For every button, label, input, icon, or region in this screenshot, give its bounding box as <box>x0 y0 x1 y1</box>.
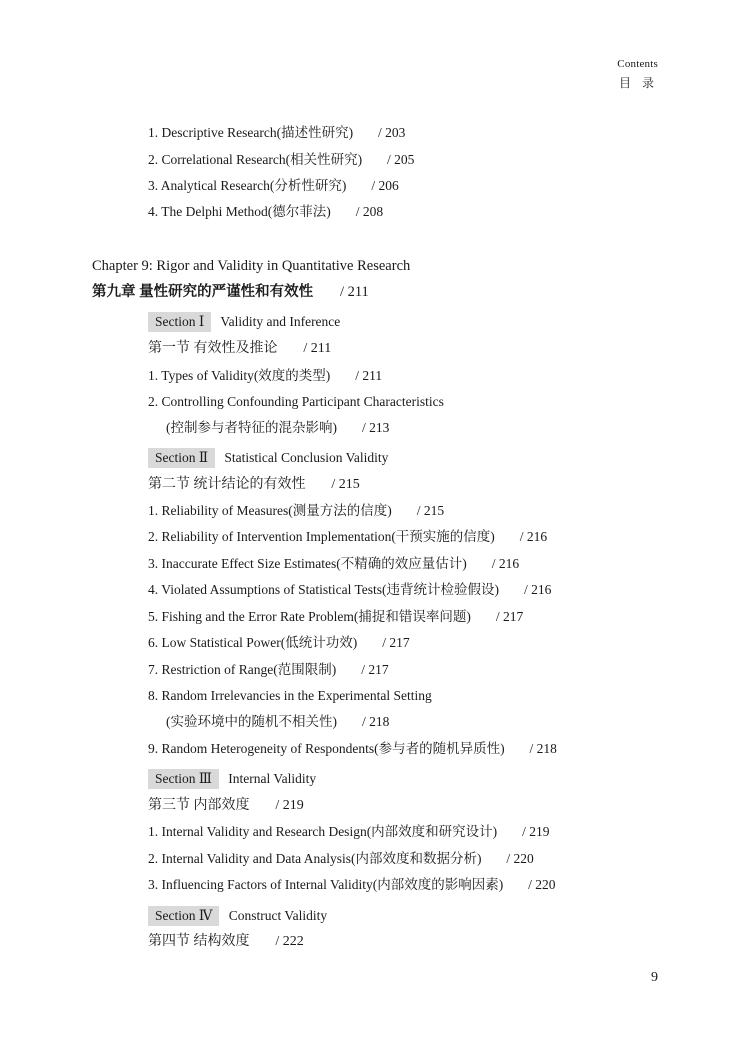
entry-page: / 217 <box>361 662 389 677</box>
entry-number: 1. <box>148 824 159 839</box>
entry-title: Analytical Research(分析性研究) <box>160 178 347 193</box>
entry-number: 3. <box>148 877 159 892</box>
entry-page: / 213 <box>361 420 390 435</box>
entry-page: / 217 <box>495 609 524 624</box>
entry-number: 1. <box>148 368 159 383</box>
entry-title: Inaccurate Effect Size Estimates(不精确的效应量估计) <box>161 556 467 571</box>
entry-page: / 203 <box>378 125 406 140</box>
section-title-en: Construct Validity <box>228 908 328 923</box>
toc-entry[interactable] <box>148 502 444 520</box>
section-title-en: Statistical Conclusion Validity <box>224 450 389 465</box>
entry-page: / 220 <box>506 851 534 866</box>
entry-page: / 218 <box>529 741 557 756</box>
section-title-en: Internal Validity <box>228 771 317 786</box>
entry-title: Random Irrelevancies in the Experimental Setting <box>161 688 432 703</box>
section-badge: Section Ⅱ <box>148 448 215 468</box>
toc-entry[interactable] <box>148 555 519 573</box>
entry-title: Reliability of Intervention Implementation(干预实施的信度) <box>161 529 495 544</box>
toc-entry[interactable] <box>148 876 556 894</box>
section-title-zh: 第一节 有效性及推论 <box>148 341 278 356</box>
entry-title: Fishing and the Error Rate Problem(捕捉和错误率问题) <box>161 609 471 624</box>
section-badge: Section Ⅰ <box>148 312 211 332</box>
entry-number: 7. <box>148 662 159 677</box>
toc-entry[interactable] <box>148 367 382 385</box>
entry-number: 8. <box>148 688 159 703</box>
section-title-en: Validity and Inference <box>220 314 341 329</box>
toc-entry[interactable] <box>148 151 414 169</box>
toc-entry[interactable] <box>148 823 550 841</box>
entry-page: / 206 <box>371 178 399 193</box>
entry-title: Reliability of Measures(测量方法的信度) <box>161 503 392 518</box>
entry-page: / 205 <box>387 152 415 167</box>
entry-page: / 217 <box>382 635 410 650</box>
section-title-zh: 第三节 内部效度 <box>148 798 250 813</box>
section-page: / 222 <box>275 934 304 949</box>
toc-entry[interactable] <box>148 850 534 868</box>
entry-title: Restriction of Range(范围限制) <box>161 662 337 677</box>
toc-entry[interactable] <box>148 124 405 142</box>
entry-page: / 215 <box>416 503 445 518</box>
toc-entry[interactable] <box>148 687 432 705</box>
section-heading-zh[interactable] <box>148 476 360 494</box>
entry-page: / 216 <box>519 529 548 544</box>
section-heading-en[interactable] <box>148 312 340 332</box>
entry-number: 4. <box>148 204 159 219</box>
toc-entry-continuation[interactable] <box>166 713 389 731</box>
entry-title: Violated Assumptions of Statistical Tests(违背统计检验假设) <box>161 582 499 597</box>
header-title-zh: 目 录 <box>618 76 658 90</box>
entry-page: / 208 <box>355 204 384 219</box>
chapter-title-en[interactable]: Chapter 9: Rigor and Validity in Quantitative Research <box>92 258 411 274</box>
entry-page: / 216 <box>523 582 552 597</box>
chapter-title-zh[interactable] <box>92 283 369 301</box>
entry-title: Descriptive Research(描述性研究) <box>161 125 354 140</box>
chapter-page: / 211 <box>339 284 369 300</box>
entry-title: Internal Validity and Research Design(内部效度和研究设计) <box>161 824 498 839</box>
section-page: / 211 <box>303 341 332 356</box>
entry-number: 1. <box>148 125 159 140</box>
entry-number: 1. <box>148 503 159 518</box>
toc-entry[interactable] <box>148 528 547 546</box>
entry-number: 3. <box>148 556 159 571</box>
toc-entry[interactable] <box>148 740 557 758</box>
entry-title: Random Heterogeneity of Respondents(参与者的随机异质性) <box>161 741 505 756</box>
section-title-zh: 第四节 结构效度 <box>148 934 250 949</box>
entry-title: Types of Validity(效度的类型) <box>161 368 331 383</box>
toc-entry-continuation[interactable] <box>166 419 389 437</box>
section-heading-zh[interactable] <box>148 933 304 951</box>
section-heading-en[interactable] <box>148 448 388 468</box>
toc-entry[interactable] <box>148 393 444 411</box>
entry-number: 6. <box>148 635 159 650</box>
entry-title: Influencing Factors of Internal Validity(内部效度的影响因素) <box>161 877 504 892</box>
section-badge: Section Ⅳ <box>148 906 219 926</box>
entry-page: / 218 <box>361 714 390 729</box>
entry-page: / 220 <box>528 877 556 892</box>
toc-entry[interactable] <box>148 608 523 626</box>
entry-title-line2: (实验环境中的随机不相关性) <box>166 714 337 729</box>
entry-title: Low Statistical Power(低统计功效) <box>161 635 358 650</box>
section-page: / 215 <box>331 477 360 492</box>
entry-number: 2. <box>148 851 159 866</box>
toc-entry[interactable] <box>148 661 389 679</box>
section-page: / 219 <box>275 798 304 813</box>
section-heading-en[interactable] <box>148 906 327 926</box>
entry-title: Controlling Confounding Participant Characteristics <box>161 394 444 409</box>
section-title-zh: 第二节 统计结论的有效性 <box>148 477 306 492</box>
entry-number: 9. <box>148 741 159 756</box>
entry-page: / 219 <box>522 824 550 839</box>
section-heading-zh[interactable] <box>148 797 304 815</box>
entry-title: The Delphi Method(德尔菲法) <box>161 204 331 219</box>
entry-page: / 211 <box>355 368 383 383</box>
chapter-title-zh-text: 第九章 量性研究的严谨性和有效性 <box>92 284 314 300</box>
entry-number: 5. <box>148 609 159 624</box>
entry-number: 2. <box>148 529 159 544</box>
section-badge: Section Ⅲ <box>148 769 219 789</box>
entry-number: 4. <box>148 582 159 597</box>
section-heading-zh[interactable] <box>148 340 331 358</box>
section-heading-en[interactable] <box>148 769 316 789</box>
page-number: 9 <box>651 970 658 985</box>
entry-title: Correlational Research(相关性研究) <box>161 152 363 167</box>
toc-entry[interactable] <box>148 634 410 652</box>
toc-entry[interactable] <box>148 581 551 599</box>
header-title-en: Contents <box>617 58 658 70</box>
entry-number: 2. <box>148 152 159 167</box>
entry-title-line2: (控制参与者特征的混杂影响) <box>166 420 337 435</box>
entry-page: / 216 <box>491 556 520 571</box>
toc-entry[interactable] <box>148 177 399 195</box>
entry-number: 2. <box>148 394 159 409</box>
entry-number: 3. <box>148 178 159 193</box>
entry-title: Internal Validity and Data Analysis(内部效度和数据分析) <box>161 851 482 866</box>
toc-entry[interactable] <box>148 203 383 221</box>
